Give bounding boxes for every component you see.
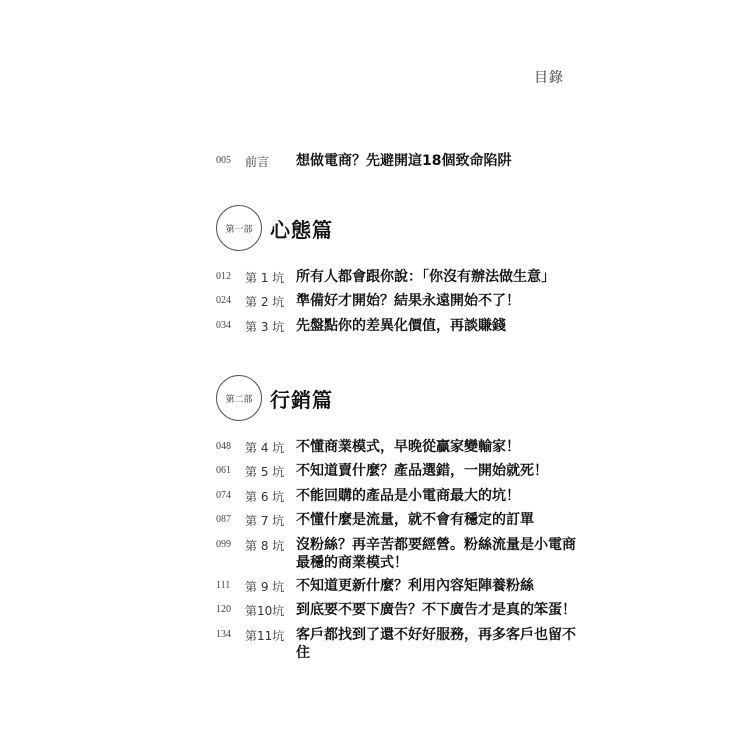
part-title: 心態篇 [270, 217, 333, 242]
part-badge: 第二部 [216, 375, 262, 421]
page-number: 111 [216, 580, 231, 591]
entry-label: 第 5 坑 [245, 465, 285, 479]
entry-title: 想做電商？先避開這18個致命陷阱 [296, 153, 512, 169]
toc-entry [216, 601, 576, 619]
part-title: 行銷篇 [270, 387, 333, 412]
page-number: 120 [216, 604, 231, 615]
toc-entry [216, 462, 576, 480]
entry-label: 前言 [245, 155, 270, 169]
entry-title: 到底要不要下廣告？不下廣告才是真的笨蛋！ [296, 602, 576, 618]
entry-label: 第 7 坑 [245, 514, 285, 528]
toc-entry-preface [216, 152, 576, 170]
part-heading-1 [216, 205, 333, 251]
toc-entry [216, 511, 576, 529]
entry-title: 客戶都找到了還不好好服務，再多客戶也留不住 [296, 627, 576, 661]
entry-label: 第 8 坑 [245, 539, 285, 553]
entry-title: 不能回購的產品是小電商最大的坑！ [296, 488, 520, 504]
toc-entry [216, 292, 576, 310]
entry-title: 沒粉絲？再辛苦都要經營。粉絲流量是小電商最穩的商業模式！ [296, 537, 576, 571]
page-number: 099 [216, 539, 231, 550]
entry-title: 不懂什麼是流量，就不會有穩定的訂單 [296, 512, 534, 528]
page-number: 074 [216, 490, 231, 501]
page-number: 024 [216, 295, 231, 306]
toc-entry [216, 536, 576, 572]
entry-label: 第 4 坑 [245, 441, 285, 455]
toc-entry [216, 487, 576, 505]
part-badge: 第一部 [216, 205, 262, 251]
page-header-title: 目錄 [534, 70, 564, 86]
entry-title: 所有人都會跟你說：「你沒有辦法做生意」 [296, 269, 555, 285]
page-number: 005 [216, 155, 231, 166]
page-number: 048 [216, 441, 231, 452]
toc-entry [216, 317, 576, 335]
entry-label: 第11坑 [245, 629, 285, 643]
page-number: 012 [216, 271, 231, 282]
entry-title: 不知道更新什麼？利用內容矩陣養粉絲 [296, 578, 534, 594]
toc-entry [216, 626, 576, 662]
entry-label: 第 2 坑 [245, 295, 285, 309]
entry-title: 不知道賣什麼？產品選錯，一開始就死！ [296, 463, 548, 479]
page-number: 087 [216, 514, 231, 525]
page-number: 061 [216, 465, 231, 476]
entry-label: 第 1 坑 [245, 271, 285, 285]
entry-title: 先盤點你的差異化價值，再談賺錢 [296, 318, 506, 334]
page-number: 034 [216, 320, 231, 331]
entry-label: 第 9 坑 [245, 580, 285, 594]
entry-label: 第 6 坑 [245, 490, 285, 504]
toc-entry [216, 438, 576, 456]
entry-title: 不懂商業模式，早晚從贏家變輸家！ [296, 439, 520, 455]
toc-entry [216, 577, 576, 595]
page-number: 134 [216, 629, 231, 640]
entry-label: 第10坑 [245, 604, 285, 618]
entry-label: 第 3 坑 [245, 320, 285, 334]
entry-title: 準備好才開始？結果永遠開始不了！ [296, 293, 520, 309]
toc-entry [216, 268, 576, 286]
part-heading-2 [216, 375, 333, 421]
